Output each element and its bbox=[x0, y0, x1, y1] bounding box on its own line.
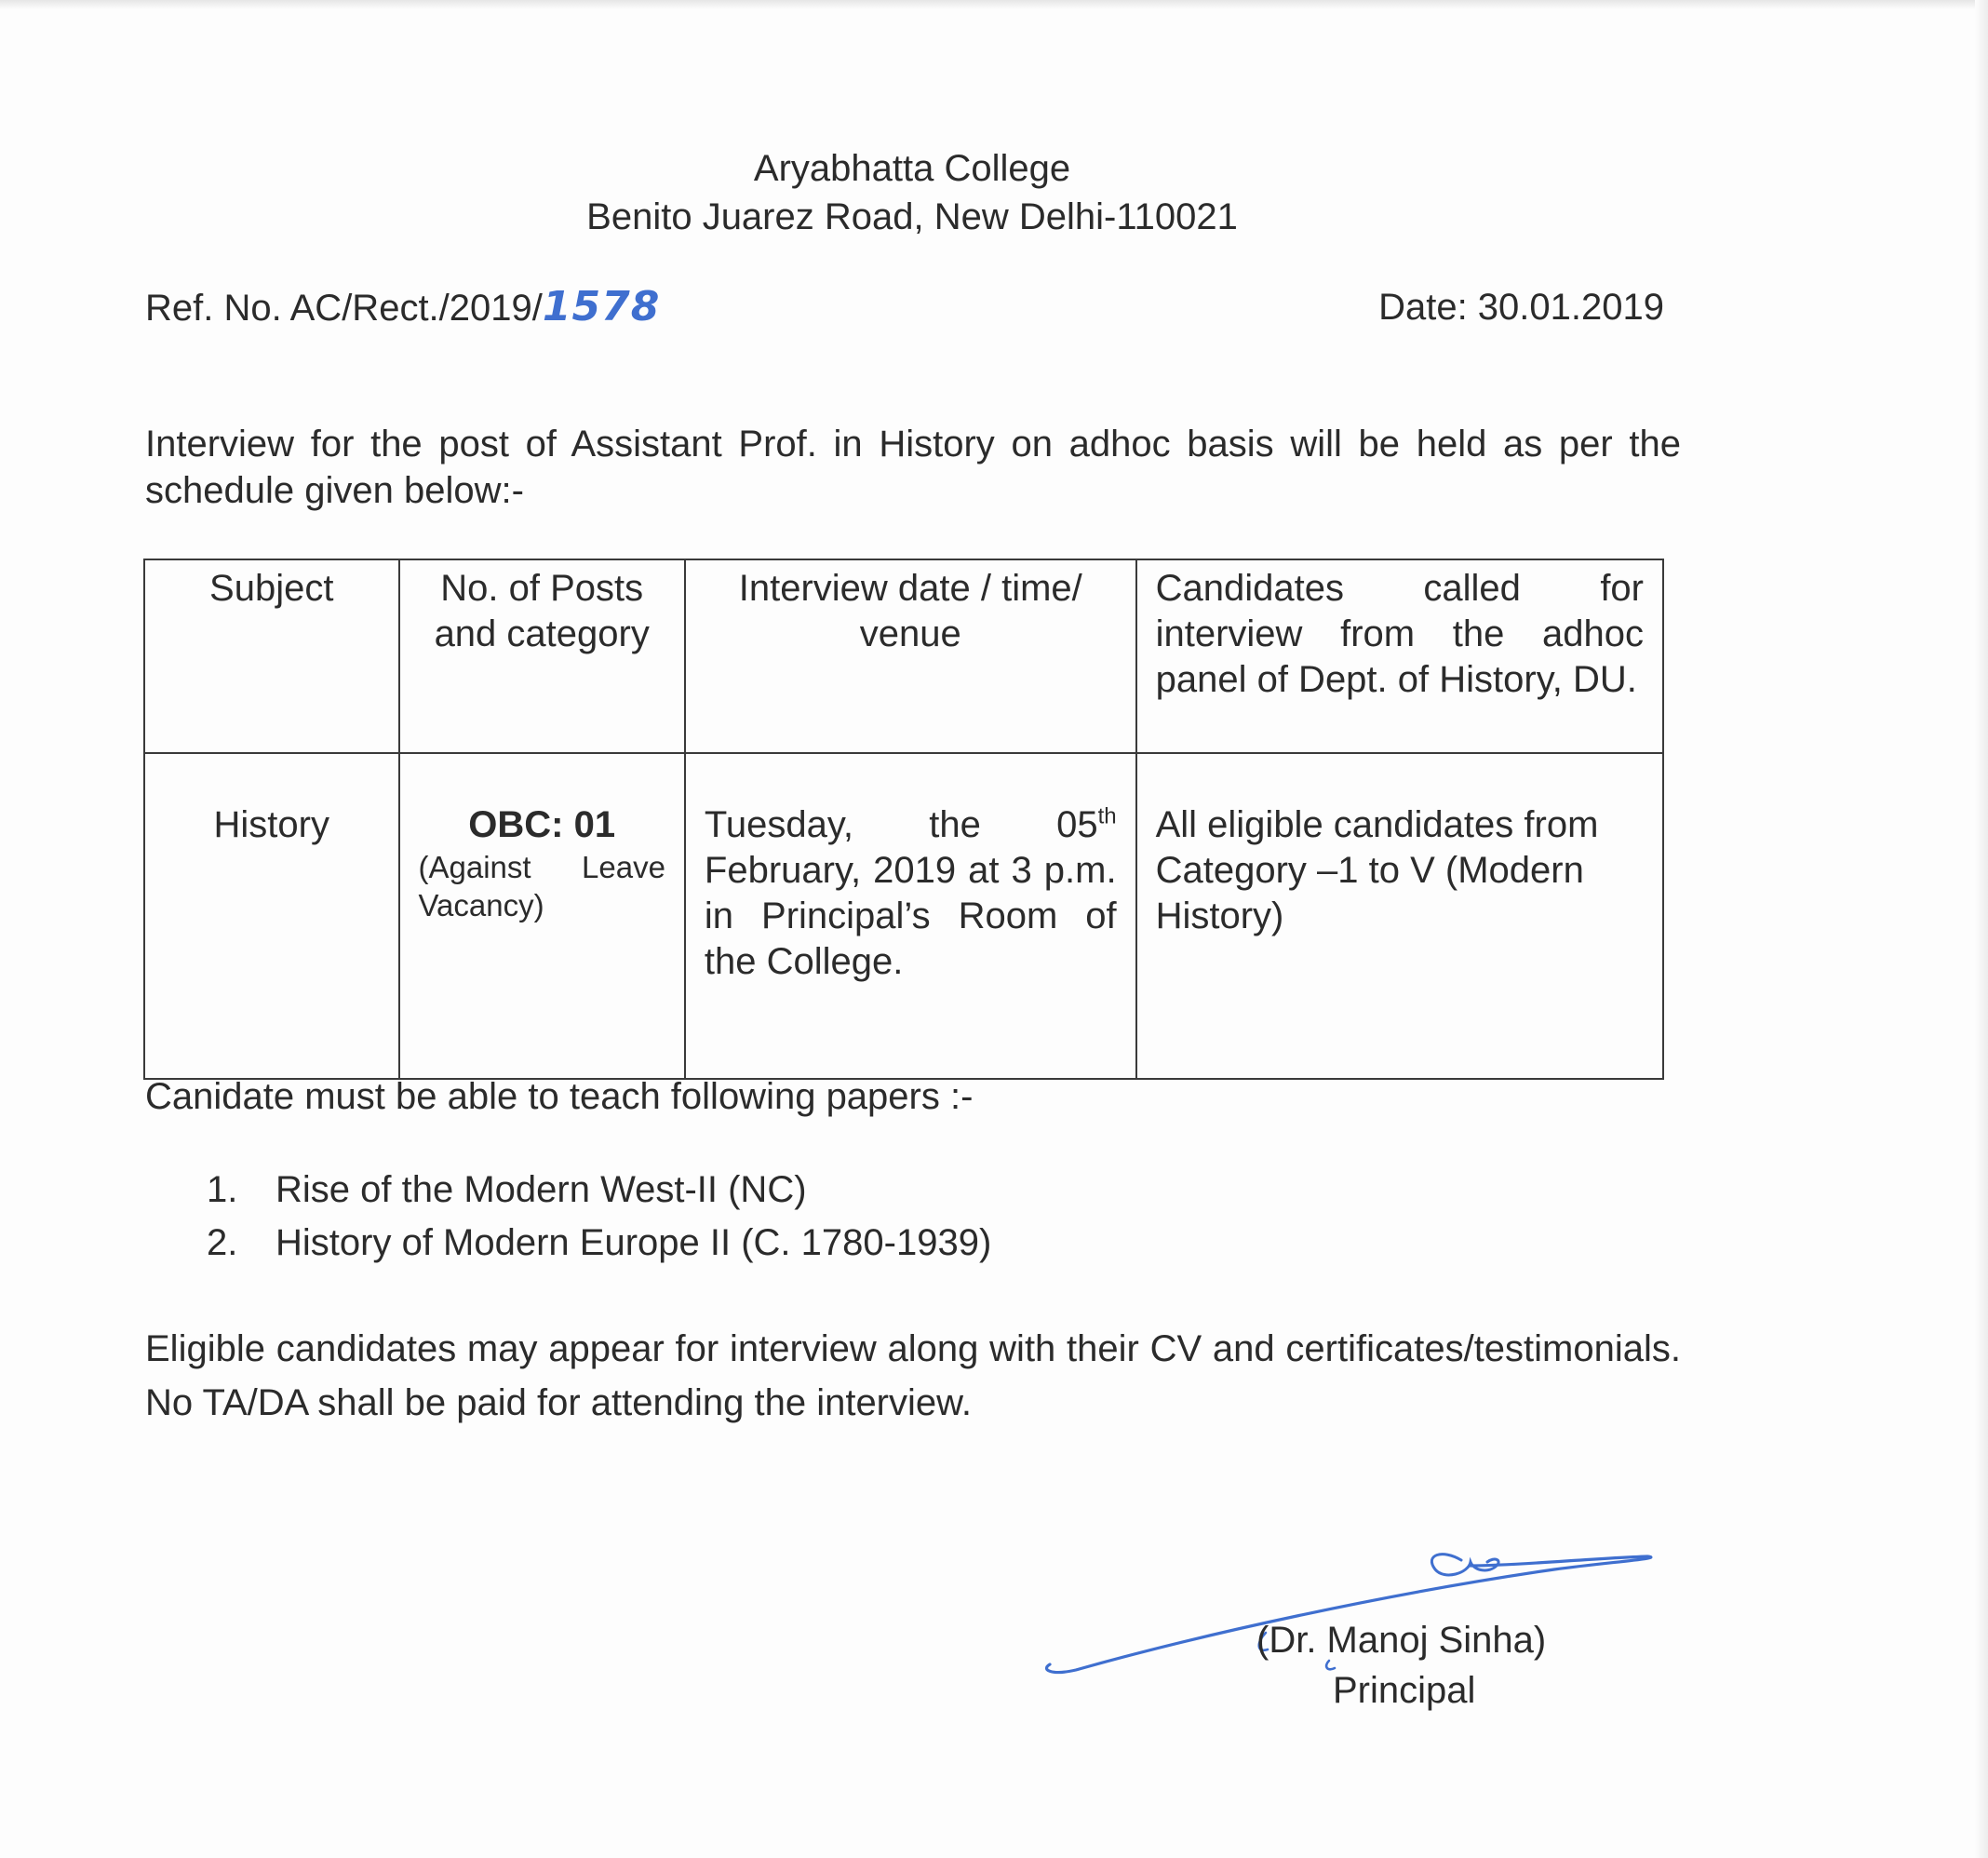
papers-heading: Canidate must be able to teach following papers :- bbox=[145, 1076, 974, 1117]
list-text: History of Modern Europe II (C. 1780-1939) bbox=[275, 1222, 992, 1263]
intro-paragraph: Interview for the post of Assistant Prof. in History on adhoc basis will be held as per the schedule given below:- bbox=[145, 424, 1681, 511]
signatory-title: Principal bbox=[1333, 1670, 1476, 1711]
document-date: Date: 30.01.2019 bbox=[1378, 287, 1664, 328]
letterhead bbox=[0, 144, 1824, 241]
interview-details: February, 2019 at 3 p.m. in Principal’s Room of the College. bbox=[704, 850, 1117, 982]
table-row bbox=[144, 753, 1663, 1079]
eligibility-paragraph: Eligible candidates may appear for interview along with their CV and certificates/testimonials. No TA/DA shall be paid for attending the interview. bbox=[145, 1328, 1681, 1423]
posts-note: (Against Leave Vacancy) bbox=[418, 850, 665, 922]
cell-subject: History bbox=[144, 753, 399, 1079]
interview-day: Tuesday, the 05 bbox=[704, 804, 1098, 845]
interview-ordinal: th bbox=[1097, 803, 1117, 829]
scan-edge bbox=[1975, 0, 1988, 1858]
college-name: Aryabhatta College bbox=[753, 148, 1071, 189]
header-candidates: Candidates called for interview from the adhoc panel of Dept. of History, DU. bbox=[1136, 559, 1663, 753]
reference-number bbox=[145, 283, 660, 332]
signatory-name: (Dr. Manoj Sinha) bbox=[1256, 1620, 1547, 1661]
cell-candidates: All eligible candidates from Category –1 to V (Modern History) bbox=[1136, 753, 1663, 1079]
interview-schedule-table bbox=[143, 559, 1664, 1080]
papers-list bbox=[207, 1164, 991, 1270]
list-number: 1. bbox=[207, 1169, 238, 1210]
header-interview: Interview date / time/ venue bbox=[685, 559, 1136, 753]
list-item bbox=[207, 1217, 991, 1270]
list-text: Rise of the Modern West-II (NC) bbox=[275, 1169, 807, 1210]
cell-posts bbox=[399, 753, 685, 1079]
header-subject: Subject bbox=[144, 559, 399, 753]
cell-interview bbox=[685, 753, 1136, 1079]
list-number: 2. bbox=[207, 1222, 238, 1263]
posts-category: OBC: 01 bbox=[468, 804, 616, 845]
reference-prefix: Ref. No. AC/Rect./2019/ bbox=[145, 288, 543, 329]
college-address: Benito Juarez Road, New Delhi-110021 bbox=[586, 196, 1238, 237]
table-header-row bbox=[144, 559, 1663, 753]
header-posts: No. of Posts and category bbox=[399, 559, 685, 753]
scan-edge bbox=[0, 0, 1988, 9]
handwritten-reference-number: 1578 bbox=[542, 283, 661, 330]
list-item bbox=[207, 1164, 991, 1217]
